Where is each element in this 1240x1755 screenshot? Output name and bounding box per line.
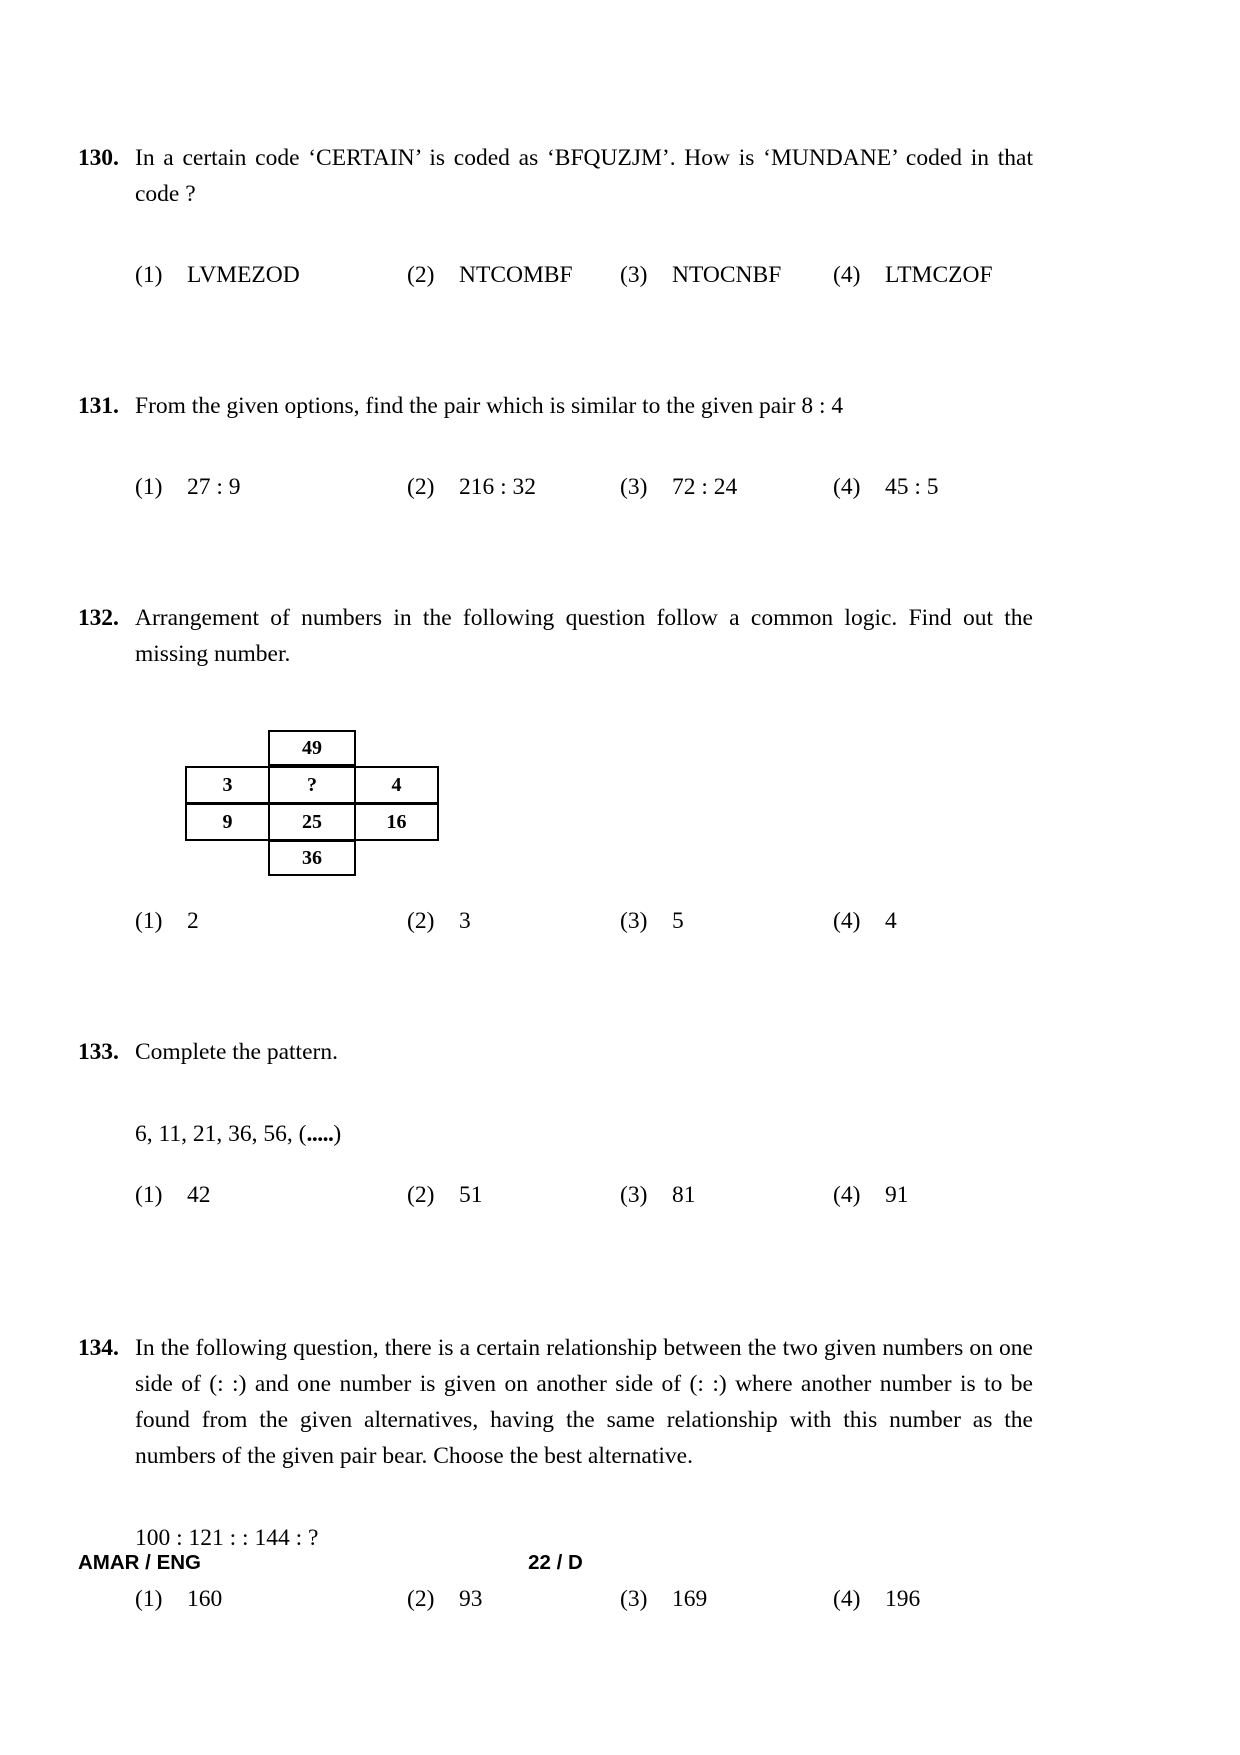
grid-cell-low-left: 9	[185, 803, 270, 841]
option-130-3[interactable]	[620, 258, 833, 292]
option-131-3-text: 72 : 24	[672, 474, 738, 500]
question-134-statement	[78, 1330, 1033, 1474]
question-133-statement	[78, 1034, 1033, 1070]
option-134-2[interactable]	[407, 1582, 620, 1616]
question-133-text: Complete the pattern.	[135, 1039, 338, 1065]
option-130-4-text: LTMCZOF	[885, 262, 993, 288]
option-130-2-marker: (2)	[407, 262, 435, 288]
option-133-2-marker: (2)	[407, 1182, 435, 1208]
question-132-options	[135, 904, 1033, 938]
option-133-1[interactable]	[135, 1178, 407, 1212]
question-130-text: In a certain code ‘CERTAIN’ is coded as ‘BFQUZJM’. How is ‘MUNDANE’ coded in that code ?	[135, 145, 1033, 207]
page-footer	[78, 1551, 1033, 1583]
option-133-4-marker: (4)	[833, 1182, 861, 1208]
footer-page-number: 22 / D	[528, 1551, 583, 1574]
option-132-1-text: 2	[187, 908, 199, 934]
option-134-1[interactable]	[135, 1582, 407, 1616]
option-134-2-marker: (2)	[407, 1586, 435, 1612]
option-133-2-text: 51	[459, 1182, 483, 1208]
grid-cell-mid-right: 4	[354, 766, 439, 804]
spacer	[78, 212, 1033, 258]
question-131	[78, 388, 1033, 504]
question-130-statement	[78, 140, 1033, 212]
option-132-3-text: 5	[672, 908, 684, 934]
grid-cell-low-right: 16	[354, 803, 439, 841]
option-134-3[interactable]	[620, 1582, 833, 1616]
option-132-1-marker: (1)	[135, 908, 163, 934]
grid-cell-low-center: 25	[268, 803, 356, 841]
option-134-4-marker: (4)	[833, 1586, 861, 1612]
question-134-options	[135, 1582, 1033, 1616]
spacer	[78, 878, 1033, 904]
number-cross-grid	[185, 730, 439, 870]
grid-cell-mid-center: ?	[268, 766, 356, 804]
spacer	[78, 504, 1033, 600]
option-131-1[interactable]	[135, 470, 407, 504]
option-134-4[interactable]	[833, 1582, 1033, 1616]
question-132-figure	[135, 718, 1033, 878]
option-134-4-text: 196	[885, 1586, 921, 1612]
question-131-options	[135, 470, 1033, 504]
question-131-statement	[78, 388, 1033, 424]
question-133-number: 133.	[78, 1039, 119, 1065]
question-132-text: Arrangement of numbers in the following question follow a common logic. Find out the missing number.	[135, 605, 1033, 667]
option-133-3-marker: (3)	[620, 1182, 648, 1208]
spacer	[78, 424, 1033, 470]
option-132-4-text: 4	[885, 908, 897, 934]
option-131-2[interactable]	[407, 470, 620, 504]
option-130-3-text: NTOCNBF	[672, 262, 782, 288]
sequence-dots: .....	[306, 1121, 334, 1147]
footer-paper-code: AMAR / ENG	[78, 1551, 201, 1574]
question-130-options	[135, 258, 1033, 292]
spacer	[78, 672, 1033, 718]
option-134-3-marker: (3)	[620, 1586, 648, 1612]
option-132-4[interactable]	[833, 904, 1033, 938]
option-131-4[interactable]	[833, 470, 1033, 504]
option-133-3-text: 81	[672, 1182, 696, 1208]
question-132-number: 132.	[78, 605, 119, 631]
option-130-4-marker: (4)	[833, 262, 861, 288]
option-133-4[interactable]	[833, 1178, 1033, 1212]
question-133	[78, 1034, 1033, 1212]
question-130	[78, 140, 1033, 292]
question-133-sequence	[135, 1116, 1033, 1152]
option-134-1-text: 160	[187, 1586, 223, 1612]
spacer	[78, 1474, 1033, 1520]
sequence-suffix: )	[333, 1121, 342, 1147]
option-130-1-marker: (1)	[135, 262, 163, 288]
question-134-number: 134.	[78, 1335, 119, 1361]
option-133-1-marker: (1)	[135, 1182, 163, 1208]
option-134-2-text: 93	[459, 1586, 483, 1612]
question-132-statement	[78, 600, 1033, 672]
question-131-number: 131.	[78, 393, 119, 419]
option-131-4-text: 45 : 5	[885, 474, 939, 500]
option-130-3-marker: (3)	[620, 262, 648, 288]
option-133-1-text: 42	[187, 1182, 211, 1208]
question-list	[78, 140, 1033, 1616]
grid-cell-top: 49	[268, 730, 356, 766]
option-131-2-marker: (2)	[407, 474, 435, 500]
option-133-2[interactable]	[407, 1178, 620, 1212]
spacer	[78, 938, 1033, 1034]
question-131-text: From the given options, find the pair which is similar to the given pair 8 : 4	[135, 393, 844, 419]
option-132-2[interactable]	[407, 904, 620, 938]
grid-cell-bottom: 36	[268, 840, 356, 876]
spacer	[78, 1152, 1033, 1178]
option-130-2-text: NTCOMBF	[459, 262, 573, 288]
option-132-1[interactable]	[135, 904, 407, 938]
option-132-2-text: 3	[459, 908, 471, 934]
option-131-1-marker: (1)	[135, 474, 163, 500]
option-130-2[interactable]	[407, 258, 620, 292]
question-134-text: In the following question, there is a certain relationship between the two given numbers on one side of (: :) and one number is given on another side of (: :) where another number is to be found from the given alternatives, having the same relationship with this number as the numbers of the given pair bear. Choose the best alternative.	[135, 1335, 1033, 1469]
question-132	[78, 600, 1033, 938]
spacer	[78, 1212, 1033, 1330]
question-130-number: 130.	[78, 145, 119, 171]
option-131-4-marker: (4)	[833, 474, 861, 500]
option-130-1[interactable]	[135, 258, 407, 292]
grid-cell-mid-left: 3	[185, 766, 270, 804]
question-133-options	[135, 1178, 1033, 1212]
option-132-3-marker: (3)	[620, 908, 648, 934]
option-134-3-text: 169	[672, 1586, 708, 1612]
option-132-2-marker: (2)	[407, 908, 435, 934]
option-134-1-marker: (1)	[135, 1586, 163, 1612]
option-130-4[interactable]	[833, 258, 1033, 292]
option-131-2-text: 216 : 32	[459, 474, 537, 500]
question-134-relation: 100 : 121 : : 144 : ?	[135, 1525, 319, 1551]
option-131-1-text: 27 : 9	[187, 474, 241, 500]
option-131-3-marker: (3)	[620, 474, 648, 500]
option-132-4-marker: (4)	[833, 908, 861, 934]
spacer	[78, 1070, 1033, 1116]
option-130-1-text: LVMEZOD	[187, 262, 300, 288]
option-133-3[interactable]	[620, 1178, 833, 1212]
sequence-prefix: 6, 11, 21, 36, 56, (	[135, 1121, 307, 1147]
option-132-3[interactable]	[620, 904, 833, 938]
option-133-4-text: 91	[885, 1182, 909, 1208]
option-131-3[interactable]	[620, 470, 833, 504]
spacer	[78, 292, 1033, 388]
